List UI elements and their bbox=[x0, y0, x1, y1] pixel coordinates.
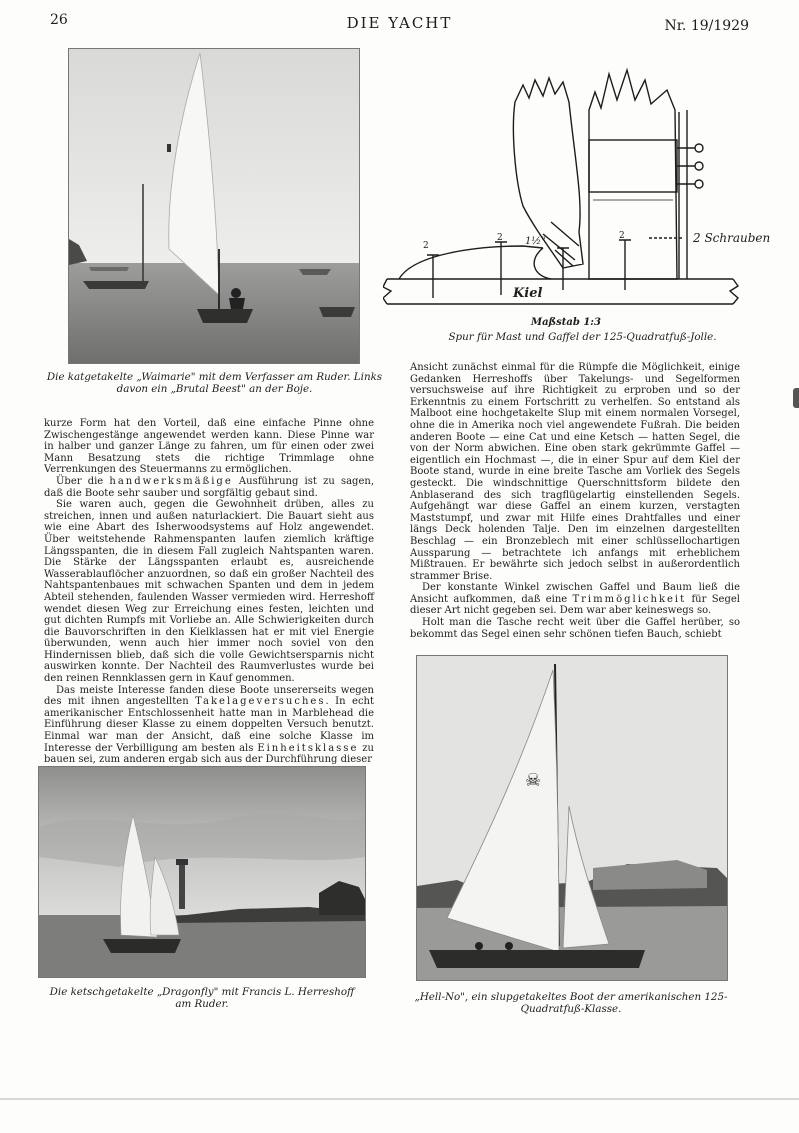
running-title: DIE YACHT bbox=[346, 14, 453, 32]
diagram-caption: Spur für Mast und Gaffel der 125-Quadratfuß-Jolle. bbox=[448, 331, 717, 343]
left-p2-text-b: Ausführung ist zu sagen, daß die Boote sehr sauber und sorgfältig gebaut sind. bbox=[44, 475, 374, 499]
left-p4-spaced-2: Einheitsklasse bbox=[257, 742, 359, 754]
svg-text:☠: ☠ bbox=[525, 770, 542, 791]
diagram-num-2: 2 bbox=[497, 233, 503, 243]
right-p2-spaced: Trimmöglichkeit bbox=[572, 593, 687, 605]
left-p4-text-b: . In echt amerikanischer Entschlossenheit hatte man in Marblehead die Einführung dieser Klasse zu einem doppelten Versuch benutzt. Einmal war man der Ansicht, daß eine solche Klasse im Interesse der Verbilligung am besten als bbox=[44, 696, 375, 754]
dragonfly-caption: Die ketschgetakelte „Dragonfly" mit Francis L. Herreshoff am Ruder. bbox=[49, 986, 355, 1010]
dragonfly-photo bbox=[38, 766, 366, 978]
right-p2-text-b: für Segel dieser Art nicht gegeben sei. Dem war aber keineswegs so. bbox=[410, 593, 740, 617]
binding-edge-mark bbox=[793, 388, 799, 408]
right-paragraph-3: Holt man die Tasche recht weit über die Gaffel herüber, so bekommt das Segel einen sehr schönen tiefen Bauch, schiebt bbox=[410, 617, 740, 640]
hellno-caption: „Hell-No", ein slupgetakeltes Boot der amerikanischen 125-Quadratfuß-Klasse. bbox=[414, 991, 728, 1015]
diagram-num-3: 2 bbox=[619, 231, 625, 241]
issue-number: Nr. 19/1929 bbox=[664, 18, 749, 34]
diagram-num-1: 2 bbox=[423, 241, 429, 251]
right-paragraph-2 bbox=[410, 582, 740, 617]
waimarie-caption: Die katgetakelte „Waimarie" mit dem Verfasser am Ruder. Links davon ein „Brutal Beest" an der Boje. bbox=[46, 371, 383, 395]
right-paragraph-1: Ansicht zunächst einmal für die Rümpfe die Möglichkeit, einige Gedanken Herreshoffs über Takelungs- und Segelformen versuchsweise auf ihre Richtigkeit zu erproben und so der Erkenntnis zu einem Fortschritt zu verhelfen. So entstand als Malboot eine hochgetakelte Slup mit einem normalen Vorsegel, ohne die in Amerika noch viel angewendete Fußrah. Die beiden anderen Boote — eine Cat und eine Ketsch — hatten Segel, die von der Norm abwichen. Eine oben stark gekrümmte Gaffel — eigentlich ein Hochmast —, die in einer Spur auf dem Kiel der Boote stand, wurde in eine breite Tasche am Vorliek des Segels gesteckt. Die windschnittige Querschnittsform bildete den Anblaserand des sich tragflügelartig einstellenden Segels. Aufgehängt war diese Gaffel an einem kurzen, verstagten Maststumpf, und zwar mit Hilfe eines Drahtfalles und einer längs Deck holenden Talje. Den im einzelnen dargestellten Beschlag — ein Bronzeblech mit einer schlüssellochartigen Aussparung — betrachtete ich anfangs mit erheblichem Mißtrauen. Er bewährte sich jedoch selbst in außerordentlich strammer Brise. bbox=[410, 362, 740, 582]
scale-label: Maßstab 1:3 bbox=[531, 317, 601, 328]
hellno-photo bbox=[416, 655, 728, 981]
left-text-column bbox=[44, 418, 374, 766]
left-p4-spaced: Takelageversuches bbox=[195, 696, 326, 708]
right-text-column bbox=[410, 362, 740, 640]
left-p4-text-c: zu bauen sei, zum anderen ergab sich aus der Durchführung dieser bbox=[44, 742, 374, 766]
left-paragraph-2 bbox=[44, 476, 374, 499]
left-p4-text-a: Das meiste Interesse fanden diese Boote unsererseits wegen des mit ihnen angestellten bbox=[44, 684, 374, 708]
keel-label: Kiel bbox=[513, 286, 543, 301]
page-number: 26 bbox=[50, 12, 68, 28]
diagram-dimension: 1½" bbox=[525, 236, 546, 247]
screws-label: 2 Schrauben bbox=[693, 231, 771, 245]
page-bottom-edge bbox=[0, 1098, 799, 1100]
right-p2-text-a: Der konstante Winkel zwischen Gaffel und Baum ließ die Ansicht aufkommen, daß eine bbox=[410, 582, 740, 605]
left-paragraph-4 bbox=[44, 685, 374, 766]
left-p2-text-a: Über die bbox=[56, 475, 110, 487]
left-p2-spaced: handwerksmäßige bbox=[109, 475, 233, 487]
waimarie-photo bbox=[68, 48, 360, 364]
left-paragraph-3: Sie waren auch, gegen die Gewohnheit drüben, alles zu streichen, innen und außen naturlackiert. Die Bauart sieht aus wie eine Abart des Isherwoodsystems auf Holz angewendet. Über weitstehende Rahmenspanten laufen ziemlich kräftige Längsspanten, die in diesem Fall zugleich Nahtspanten waren. Die Stärke der Längsspanten erlaubt es, ausreichende Wasserablauflöcher anzuordnen, so daß ein großer Nachteil des Nahtspantenbaues mit schwachen Spanten und dem in jedem Abteil stehenden, faulenden Wasser vermieden wird. Herreshoff wendet diesen Weg zur Erreichung eines festen, leichten und gut dichten Rumpfs mit Vorliebe an. Alle Schwierigkeiten durch die Bauvorschriften in den Kielklassen hat er mit viel Energie überwunden, wenn auch hier immer noch soviel von den Hindernissen blieb, daß sich die volle Gewichtsersparnis nicht auswirken konnte. Der Nachteil des Raumverlustes wurde bei den reinen Rennklassen gern in Kauf genommen. bbox=[44, 499, 374, 685]
left-paragraph-1: kurze Form hat den Vorteil, daß eine einfache Pinne ohne Zwischengestänge angewendet werden kann. Diese Pinne war in halber und ganzer Länge zu fahren, um für einen oder zwei Mann Besatzung stets die richtige Trimmlage ohne Verrenkungen des Steuermanns zu ermöglichen. bbox=[44, 418, 374, 476]
mast-step-diagram bbox=[383, 50, 773, 350]
